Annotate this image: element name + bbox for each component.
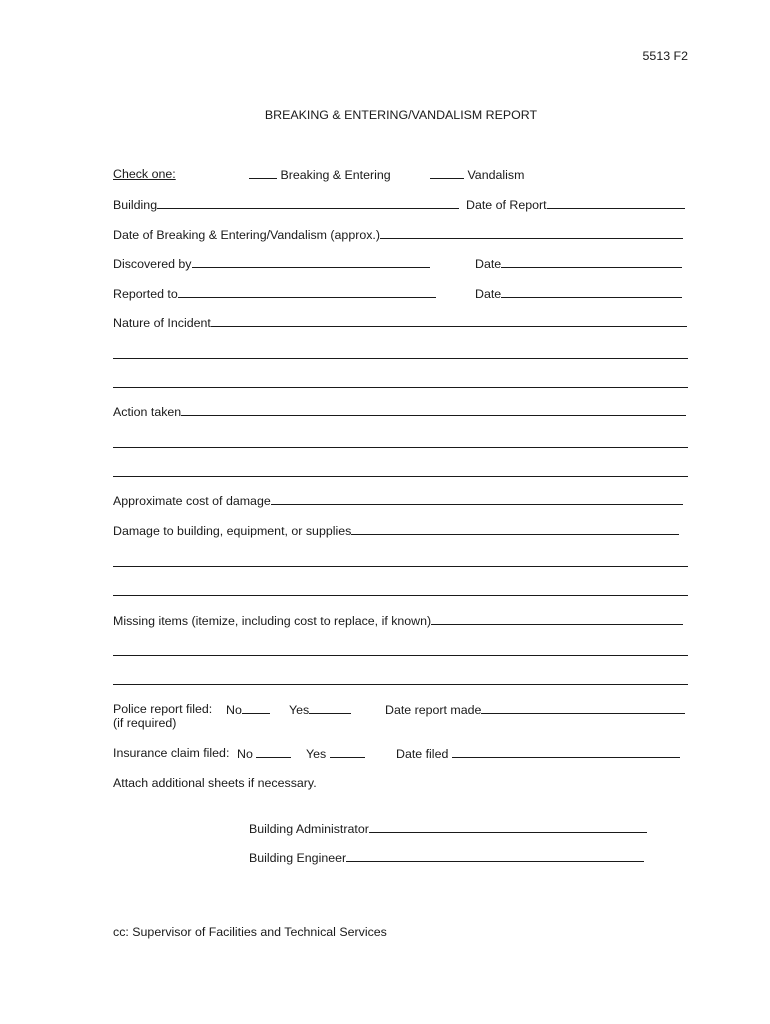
insurance-yes-label: Yes: [306, 747, 327, 761]
insurance-date-label: Date filed: [396, 747, 449, 761]
action-line[interactable]: [113, 447, 688, 448]
reported-date-field[interactable]: [501, 286, 682, 298]
damage-row: [113, 523, 679, 538]
police-no-blank[interactable]: [242, 702, 270, 714]
discovered-date-label: Date: [475, 257, 502, 271]
nature-line[interactable]: [113, 387, 688, 388]
building-label: Building: [113, 198, 158, 212]
police-no: [226, 702, 270, 717]
check-one-label: Check one:: [113, 167, 176, 181]
insurance-date-field[interactable]: [452, 746, 680, 758]
administrator-row: [249, 821, 647, 836]
check-option-label: Breaking & Entering: [280, 168, 391, 182]
cost-label: Approximate cost of damage: [113, 494, 271, 508]
discovered-by-field[interactable]: [192, 256, 430, 268]
reported-to-field[interactable]: [178, 286, 436, 298]
police-label: Police report filed:: [113, 702, 213, 716]
police-yes-blank[interactable]: [309, 702, 351, 714]
check-option-label: Vandalism: [467, 168, 525, 182]
action-line[interactable]: [113, 476, 688, 477]
damage-line[interactable]: [113, 595, 688, 596]
missing-field[interactable]: [431, 613, 683, 625]
damage-line[interactable]: [113, 566, 688, 567]
cost-row: [113, 493, 683, 508]
nature-line[interactable]: [113, 358, 688, 359]
incident-date-field[interactable]: [380, 227, 683, 239]
missing-line[interactable]: [113, 684, 688, 685]
nature-row: [113, 315, 687, 330]
date-of-report-row: [466, 197, 685, 212]
check-blank[interactable]: [249, 167, 277, 179]
police-date-row: [385, 702, 685, 717]
engineer-row: [249, 850, 644, 865]
check-breaking-entering[interactable]: [249, 167, 391, 182]
check-blank[interactable]: [430, 167, 464, 179]
form-title: BREAKING & ENTERING/VANDALISM REPORT: [264, 108, 538, 122]
insurance-no-blank[interactable]: [256, 746, 291, 758]
incident-date-row: [113, 227, 683, 242]
insurance-label: Insurance claim filed:: [113, 746, 230, 760]
incident-date-label: Date of Breaking & Entering/Vandalism (approx.): [113, 228, 380, 242]
engineer-signature-field[interactable]: [346, 850, 644, 862]
engineer-label: Building Engineer: [249, 851, 347, 865]
discovered-by-row: [113, 256, 430, 271]
police-yes-label: Yes: [289, 703, 310, 717]
missing-row: [113, 613, 683, 628]
building-row: [113, 197, 459, 212]
police-row: [113, 702, 212, 716]
police-no-label: No: [226, 703, 242, 717]
date-of-report-field[interactable]: [547, 197, 685, 209]
insurance-date-row: [396, 746, 680, 761]
form-number: 5513 F2: [642, 49, 688, 63]
insurance-yes-blank[interactable]: [330, 746, 365, 758]
reported-to-label: Reported to: [113, 287, 178, 301]
date-of-report-label: Date of Report: [466, 198, 547, 212]
damage-field[interactable]: [351, 523, 679, 535]
police-date-field[interactable]: [481, 702, 685, 714]
insurance-row: [113, 746, 229, 760]
insurance-no: [237, 746, 291, 761]
action-field[interactable]: [181, 404, 686, 416]
nature-label: Nature of Incident: [113, 316, 211, 330]
reported-date-label: Date: [475, 287, 502, 301]
administrator-signature-field[interactable]: [369, 821, 647, 833]
cc-line: cc: Supervisor of Facilities and Technical Services: [113, 925, 387, 939]
administrator-label: Building Administrator: [249, 822, 369, 836]
check-vandalism[interactable]: [430, 167, 524, 182]
police-date-label: Date report made: [385, 703, 482, 717]
nature-field[interactable]: [211, 315, 687, 327]
building-field[interactable]: [157, 197, 459, 209]
discovered-by-label: Discovered by: [113, 257, 192, 271]
police-note: (if required): [113, 716, 177, 730]
insurance-no-label: No: [237, 747, 253, 761]
attach-note: Attach additional sheets if necessary.: [113, 776, 317, 790]
action-label: Action taken: [113, 405, 182, 419]
action-row: [113, 404, 686, 419]
reported-date-row: [475, 286, 682, 301]
police-yes: [289, 702, 351, 717]
insurance-yes: [306, 746, 365, 761]
damage-label: Damage to building, equipment, or supplies: [113, 524, 352, 538]
discovered-date-row: [475, 256, 682, 271]
missing-line[interactable]: [113, 655, 688, 656]
cost-field[interactable]: [271, 493, 683, 505]
reported-to-row: [113, 286, 436, 301]
discovered-date-field[interactable]: [501, 256, 682, 268]
missing-label: Missing items (itemize, including cost to replace, if known): [113, 614, 432, 628]
